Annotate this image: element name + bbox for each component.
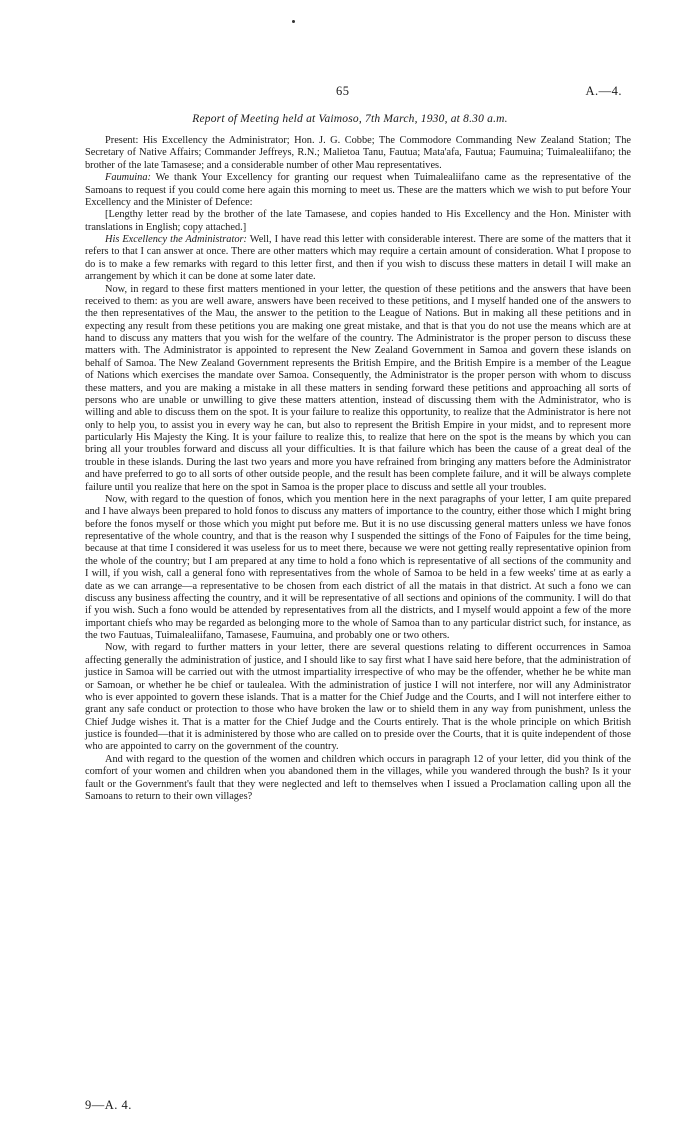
page-speck: [292, 20, 295, 23]
speaker-name: Faumuina:: [105, 172, 151, 184]
footer-signature: 9—A. 4.: [85, 1098, 132, 1112]
paragraph-justice: Now, with regard to further matters in your letter, there are several questions relating to different occurrences in Samoa affecting generally the administration of justice, and I should like to say first what I have said here before, that the administration of justice in Samoa will be carried out with the utmost impartiality irrespective of who may be the offender, whether he be white man or Samoan, or whether he be chief or taulealea. With the administration of justice I will not interfere, nor will any Administrator who is ever appointed to govern these islands. That is a matter for the Chief Judge and the Courts, and I will not interfere either to grant any safe conduct or protection to those who have broken the law or to shield them in any way from punishment, unless the Chief Judge wishes it. That is a matter for the Chief Judge and the Courts entirely. That is the whole principle on which British justice is founded—that it is administered by those who are called on to preside over the Courts, that it is quite independent of those who are appointed to carry on the government of the country.: [85, 642, 631, 753]
report-title: Report of Meeting held at Vaimoso, 7th March, 1930, at 8.30 a.m.: [192, 113, 508, 125]
paragraph-petitions: Now, in regard to these first matters mentioned in your letter, the question of these petitions and the answers that have been received to them: as you are well aware, answers have been received to these petitions, and I myself handed one of the answers to the then representatives of the Mau, the answer to the petition to the League of Nations. But in making all these petitions and in expecting any result from these petitions you are making one great mistake, and that is that you do not use the means which are at hand to discuss any matters that you wish for the welfare of the country. The Administrator is the proper person to discuss these matters with. The Administrator is appointed to represent the New Zealand Government in Samoa and govern these islands on behalf of Samoa. The New Zealand Government represents the British Empire, and the British Empire is a member of the League of Nations which exercises the mandate over Samoa. Consequently, the Administrator is the proper person with whom to discuss these matters, and you are making a mistake in all these matters in sending forward these petitions and approaching all sorts of persons who are unable or unwilling to give these matters attention, instead of discussing them with the Administrator, who is willing and able to discuss them on the spot. It is your failure to realize this opportunity, to realize that the Administrator is here not only to help you, to assist you in every way he can, but also to represent the British Empire in your midst, and to represent more particularly His Majesty the King. It is your failure to realize this, to realize that here on the spot is the means by which you can bring all your troubles forward and discuss all your difficulties. It is that failure which has been the cause of a great deal of the trouble in these islands. During the last two years and more you have refrained from bringing any matters before the Administrator and have preferred to go to all sorts of other outside people, and the result has been complete failure, and it will be always complete failure until you realize that here on the spot in Samoa is the proper place to discuss and settle all your troubles.: [85, 283, 631, 493]
paper-reference: A.—4.: [585, 84, 622, 98]
report-body: [85, 135, 631, 803]
paragraph-bracket-note: [Lengthy letter read by the brother of the late Tamasese, and copies handed to His Excellency and the Hon. Minister with translations in English; copy attached.]: [85, 209, 631, 233]
speaker-name: His Excellency the Administrator:: [105, 234, 247, 245]
paragraph-women-children: And with regard to the question of the women and children which occurs in paragraph 12 of your letter, did you think of the comfort of your women and children when you abandoned them in the villages, while you wandered through the bush? Is it your fault or the Government's fault that they were neglected and left to themselves when I issued a Proclamation calling upon all the Samoans to return to their own villages?: [85, 753, 631, 802]
paragraph-fonos: Now, with regard to the question of fonos, which you mention here in the next paragraphs of your letter, I am quite prepared and I have always been prepared to hold fonos to discuss any matters of importance to the country, either those which I might bring before the fonos myself or those which you might put before me. But it is no use discussing general matters unless we have fonos representative of the whole country, and that is the reason why I suspended the sittings of the Fono of Faipules for the time being, because at that time I considered it was useless for us to meet there, because we were not getting really representative opinion from the whole of the country; but I am prepared at any time to hold a fono which is representative of all sections of the community and I will, if you wish, call a general fono with representatives from the whole of Samoa to be held in a few weeks' time at as early a date as we can arrange—a representative to be chosen from each district of all the matais in that district. At such a fono we can discuss any business affecting the country, and it will be representative of all sections and opinions of the community. I will do that if you wish. Such a fono would be attended by representatives from all the districts, and I myself would appoint a few of the more important chiefs who may be regarded as belonging more to the whole of Samoa than to any particular district such, for instance, as the two Fautuas, Tuimalealiifano, Tamasese, Faumuina, and probably one or two others.: [85, 493, 631, 641]
page-number: 65: [336, 84, 350, 98]
paragraph-faumuina: Faumuina: We thank Your Excellency for granting our request when Tuimalealiifano came as the representative of the Samoans to request if you could come here again this morning to meet us. These are the matters which we wish to put before Your Excellency and the Minister of Defence:: [85, 172, 631, 208]
paragraph-administrator: His Excellency the Administrator: Well, I have read this letter with considerable interest. There are some of the matters that it refers to that I can answer at once. There are other matters which may require a certain amount of consideration. What I propose to do is to make a few remarks with regard to this letter first, and then if you wish to discuss these matters in detail I will make an arrangement by which it can be done at some later date.: [85, 234, 631, 283]
paragraph-present: Present: His Excellency the Administrator; Hon. J. G. Cobbe; The Commodore Commanding New Zealand Station; The Secretary of Native Affairs; Commander Jeffreys, R.N.; Malietoa Tanu, Fautua; Mata'afa, Fautua; Faumuina; Tuimalealiifano; the brother of the late Tamasese; and a considerable number of other Mau representatives.: [85, 135, 631, 171]
